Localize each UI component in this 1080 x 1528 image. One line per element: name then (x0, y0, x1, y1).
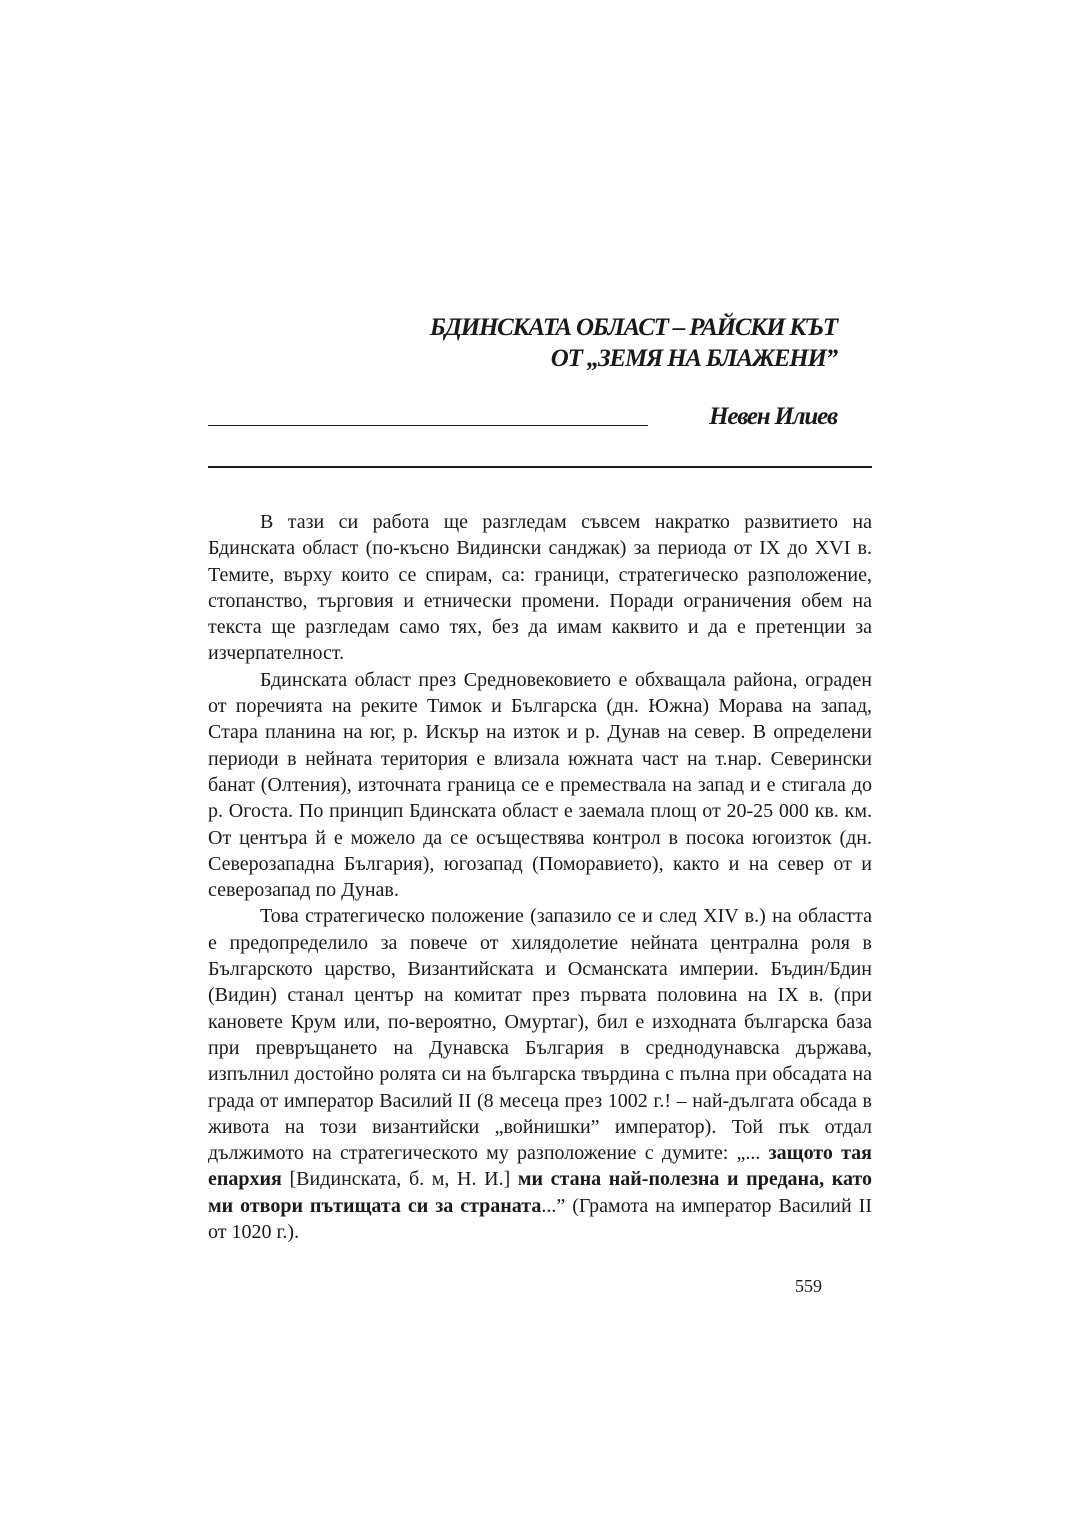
article-body (208, 509, 872, 1245)
article-title-line-2: ОТ „ЗЕМЯ НА БЛАЖЕНИ” (550, 345, 837, 372)
paragraph-2: Бдинската област през Средновековието е обхващала района, ограден от поречията на реките Тимок и Българска (дн. Южна) Морава на запад, Стара планина на юг, р. Искър на изток и р. Дунав на север. В определени периоди в нейната територия е влизала южната част на т.нар. Северински банат (Олтения), източната граница се е премествала на запад и е стигала до р. Огоста. По принцип Бдинската област е заемала площ от 20-25 000 кв. км. От центъра й е можело да се осъществява контрол в посока югоизток (дн. Северозападна България), югозапад (Поморавието), както и на север от и северозапад по Дунав. (208, 668, 872, 902)
paragraph-3-text-middle: [Видинската, б. м, Н. И.] (281, 1168, 518, 1191)
article-title-line-1: БДИНСКАТА ОБЛАСТ – РАЙСКИ КЪТ (429, 314, 837, 341)
paragraph-3-text-after: ...” (Грамота на император Василий II от 1020 г.). (208, 1194, 872, 1244)
paragraph-3 (208, 903, 872, 1245)
article-title (430, 312, 837, 374)
header-divider (208, 466, 872, 468)
paragraph-3-quote-bold-1: защото тая епархия (208, 1142, 872, 1191)
paragraph-3-text-before: Това стратегическо положение (запазило се и след XIV в.) на областта е предопределило за повече от хилядолетие нейната централна роля в Българското царство, Византийската и Османската империи. Бъдин/Бдин (Видин) станал център на комитат през първата половина на IX в. (при кановете Крум или, по-вероятно, Омуртаг), бил е изходната българска база при превръщането на Дунавска България в среднодунавска държава, изпълнил достойно ролята си на българска твърдина с пълна при обсадата на града от император Василий II (8 месеца през 1002 г.! – най-дългата обсада в живота на този византийски „войнишки” император). Той пък отдал дължимото на стратегическото му разположение с думите: „... (208, 905, 872, 1165)
page-number: 559 (795, 1276, 822, 1296)
paragraph-3-quote-bold-2: ми стана най-полезна и предана, като ми отвори пътищата си за страната (208, 1168, 872, 1217)
author-name: Невен Илиев (709, 403, 837, 430)
paragraph-1: В тази си работа ще разгледам съвсем накратко развитието на Бдинската област (по-късно Видински санджак) за периода от IX до XVI в. Темите, върху които се спирам, са: граници, стратегическо разположение, стопанство, търговия и етнически промени. Поради ограничения обем на текста ще разгледам само тях, без да имам каквито и да е претенции за изчерпателност. (208, 511, 872, 665)
author-rule (208, 425, 648, 426)
